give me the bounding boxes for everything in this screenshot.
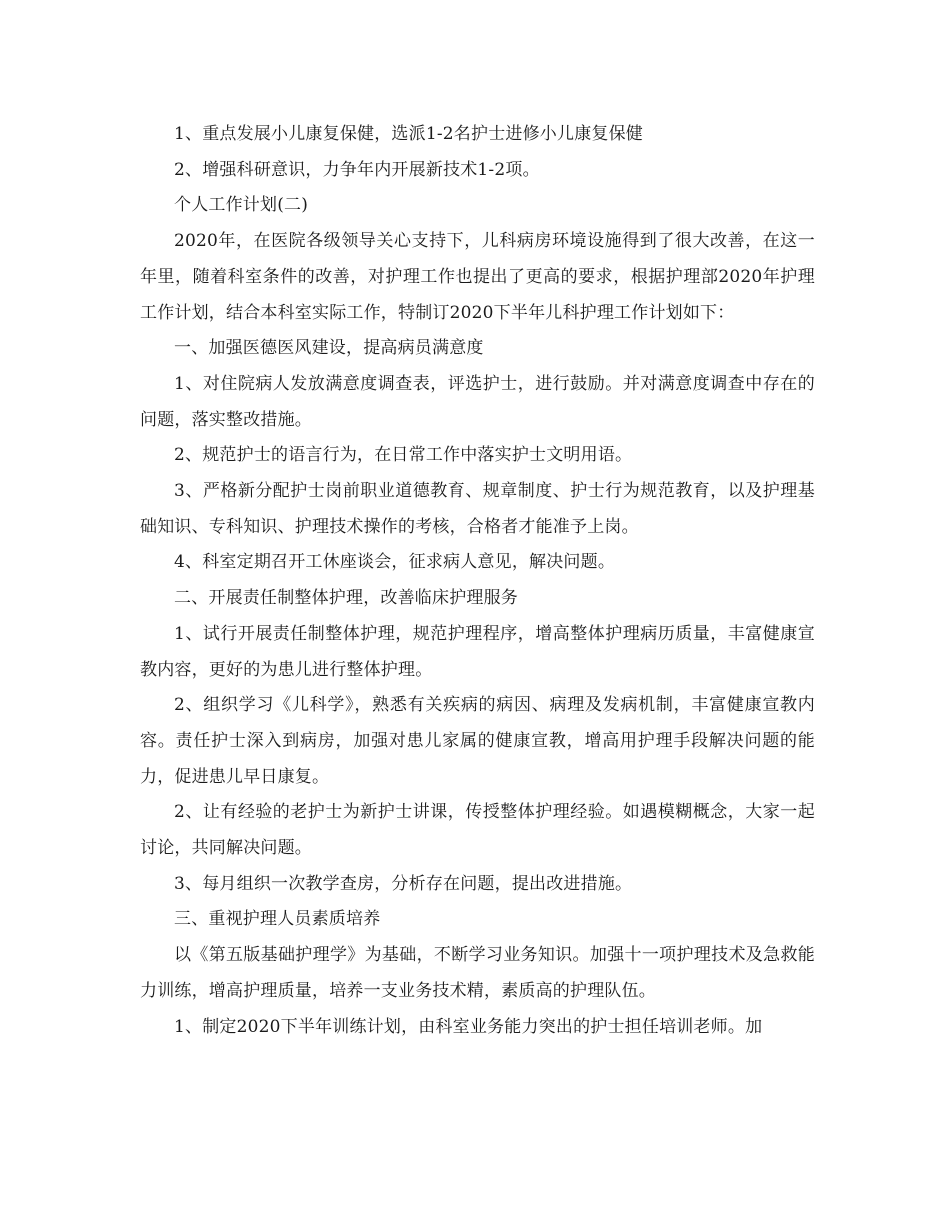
paragraph-8: 2、组织学习《儿科学》，熟悉有关疾病的病因、病理及发病机制，丰富健康宣教内容。责任护士深入到病房，加强对患儿家属的健康宣教，增高用护理手段解决问题的能力，促进患儿早日康复。 bbox=[140, 695, 815, 787]
paragraph-12: 1、制定2020下半年训练计划，由科室业务能力突出的护士担任培训老师。加 bbox=[174, 1016, 763, 1037]
paragraph-7: 1、试行开展责任制整体护理，规范护理程序，增高整体护理病历质量，丰富健康宣教内容，更好的为患儿进行整体护理。 bbox=[140, 623, 815, 680]
paragraph-5: 3、严格新分配护士岗前职业道德教育、规章制度、护士行为规范教育，以及护理基础知识、专科知识、护理技术操作的考核，合格者才能准予上岗。 bbox=[140, 481, 815, 537]
heading-2: 二、开展责任制整体护理，改善临床护理服务 bbox=[174, 588, 518, 609]
paragraph-intro: 2020年，在医院各级领导关心支持下，儿科病房环境设施得到了很大改善，在这一年里，随着科室条件的改善，对护理工作也提出了更高的要求，根据护理部2020年护理工作计划，结合本科室实际工作，特制订2020下半年儿科护理工作计划如下： bbox=[140, 231, 815, 323]
heading-3: 三、重视护理人员素质培养 bbox=[174, 909, 381, 930]
paragraph-3: 1、对住院病人发放满意度调查表，评选护士，进行鼓励。并对满意度调查中存在的问题，落实整改措施。 bbox=[140, 373, 815, 430]
paragraph-10: 3、每月组织一次教学查房，分析存在问题，提出改进措施。 bbox=[174, 873, 633, 894]
paragraph-11: 以《第五版基础护理学》为基础，不断学习业务知识。加强十一项护理技术及急救能力训练，增高护理质量，培养一支业务技术精，素质高的护理队伍。 bbox=[140, 945, 815, 1001]
paragraph-6: 4、科室定期召开工休座谈会，征求病人意见，解决问题。 bbox=[174, 552, 616, 573]
paragraph-1: 1、重点发展小儿康复保健，选派1-2名护士进修小儿康复保健 bbox=[174, 124, 643, 144]
heading-1: 一、加强医德医风建设，提高病员满意度 bbox=[174, 338, 484, 359]
paragraph-2: 2、增强科研意识，力争年内开展新技术1-2项。 bbox=[174, 159, 540, 180]
paragraph-9: 2、让有经验的老护士为新护士讲课，传授整体护理经验。如遇模糊概念，大家一起讨论，共同解决问题。 bbox=[140, 802, 815, 859]
paragraph-4: 2、规范护士的语言行为，在日常工作中落实护士文明用语。 bbox=[174, 445, 633, 466]
section-title: 个人工作计划(二) bbox=[174, 195, 309, 216]
document-body bbox=[140, 117, 815, 1045]
